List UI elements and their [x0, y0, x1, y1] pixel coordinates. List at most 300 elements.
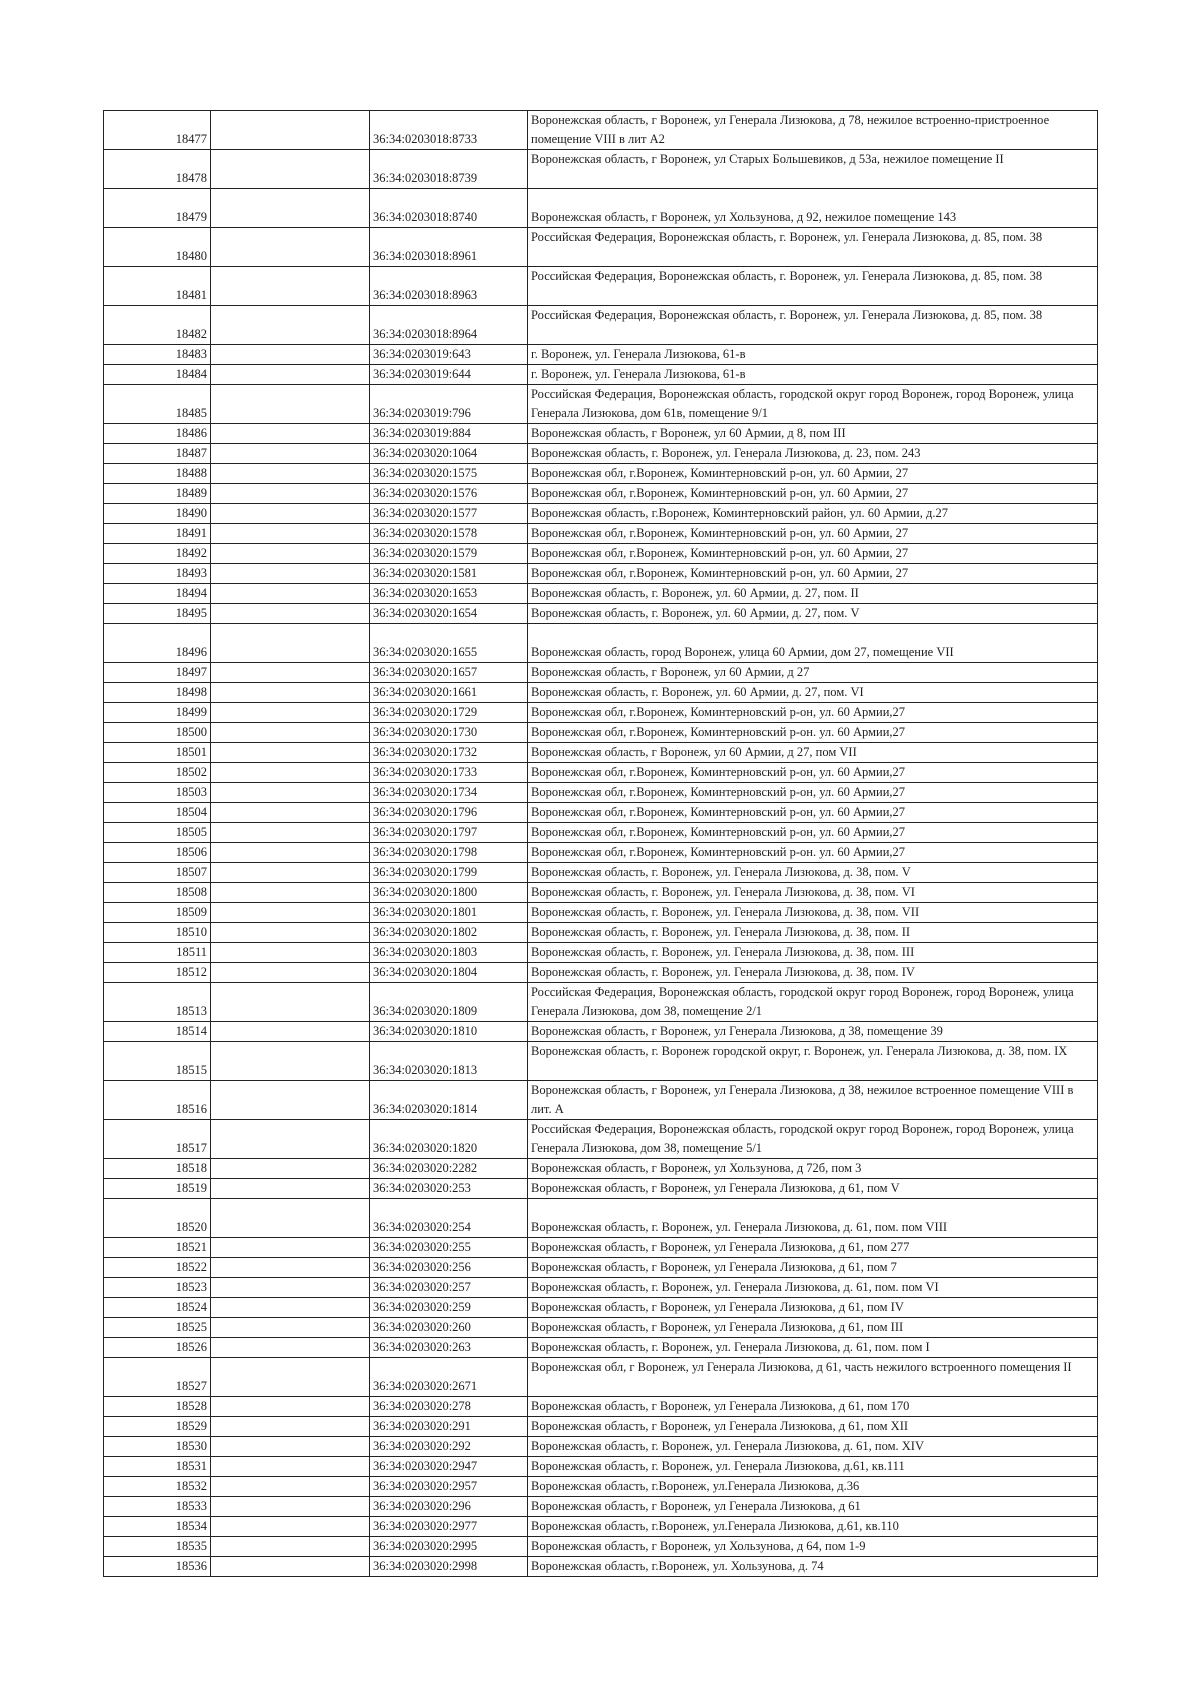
cadastral-number: 36:34:0203020:1797: [370, 823, 528, 843]
table-row: [104, 1517, 1098, 1537]
address: г. Воронеж, ул. Генерала Лизюкова, 61-в: [528, 345, 1098, 365]
registry-table: [103, 110, 1098, 1577]
cadastral-number: 36:34:0203020:1733: [370, 763, 528, 783]
table-row: [104, 863, 1098, 883]
cadastral-number: 36:34:0203020:263: [370, 1338, 528, 1358]
table-row: [104, 1397, 1098, 1417]
cadastral-number: 36:34:0203018:8740: [370, 189, 528, 228]
row-number: 18518: [104, 1159, 211, 1179]
empty-cell: [211, 703, 370, 723]
row-number: 18481: [104, 267, 211, 306]
empty-cell: [211, 1417, 370, 1437]
table-row: [104, 723, 1098, 743]
address: Воронежская область, г. Воронеж, ул. 60 Армии, д. 27, пом. V: [528, 604, 1098, 624]
cadastral-number: 36:34:0203020:1581: [370, 564, 528, 584]
cadastral-number: 36:34:0203020:1804: [370, 963, 528, 983]
cadastral-number: 36:34:0203020:2998: [370, 1557, 528, 1577]
cadastral-number: 36:34:0203018:8964: [370, 306, 528, 345]
table-row: [104, 564, 1098, 584]
address: Российская Федерация, Воронежская область, г. Воронеж, ул. Генерала Лизюкова, д. 85, пом. 38: [528, 306, 1098, 345]
row-number: 18506: [104, 843, 211, 863]
row-number: 18510: [104, 923, 211, 943]
address: Воронежская область, г. Воронеж, ул. Генерала Лизюкова, д. 38, пом. II: [528, 923, 1098, 943]
empty-cell: [211, 883, 370, 903]
cadastral-number: 36:34:0203020:1798: [370, 843, 528, 863]
empty-cell: [211, 424, 370, 444]
cadastral-number: 36:34:0203020:1813: [370, 1042, 528, 1081]
address: Воронежская область, г. Воронеж, ул. Генерала Лизюкова, д. 61, пом. пом VI: [528, 1278, 1098, 1298]
row-number: 18493: [104, 564, 211, 584]
row-number: 18485: [104, 385, 211, 424]
empty-cell: [211, 189, 370, 228]
address: Воронежская обл, г.Воронеж, Коминтерновский р-он, ул. 60 Армии,27: [528, 783, 1098, 803]
table-row: [104, 963, 1098, 983]
cadastral-number: 36:34:0203020:1655: [370, 624, 528, 663]
cadastral-number: 36:34:0203020:2671: [370, 1358, 528, 1397]
cadastral-number: 36:34:0203020:1809: [370, 983, 528, 1022]
row-number: 18528: [104, 1397, 211, 1417]
table-row: [104, 683, 1098, 703]
empty-cell: [211, 1081, 370, 1120]
empty-cell: [211, 504, 370, 524]
table-row: [104, 1417, 1098, 1437]
address: Воронежская обл, г.Воронеж, Коминтерновский р-он, ул. 60 Армии, 27: [528, 464, 1098, 484]
address: Воронежская область, г.Воронеж, ул.Генерала Лизюкова, д.61, кв.110: [528, 1517, 1098, 1537]
row-number: 18531: [104, 1457, 211, 1477]
empty-cell: [211, 464, 370, 484]
cadastral-number: 36:34:0203020:2977: [370, 1517, 528, 1537]
cadastral-number: 36:34:0203020:1801: [370, 903, 528, 923]
address: Воронежская область, г. Воронеж, ул. Генерала Лизюкова, д. 38, пом. III: [528, 943, 1098, 963]
empty-cell: [211, 1258, 370, 1278]
cadastral-number: 36:34:0203020:1654: [370, 604, 528, 624]
cadastral-number: 36:34:0203020:1730: [370, 723, 528, 743]
address: Воронежская обл, г.Воронеж, Коминтерновский р-он, ул. 60 Армии, 27: [528, 544, 1098, 564]
table-row: [104, 1179, 1098, 1199]
row-number: 18522: [104, 1258, 211, 1278]
address: Воронежская область, г. Воронеж, ул. 60 Армии, д. 27, пом. II: [528, 584, 1098, 604]
cadastral-number: 36:34:0203020:1064: [370, 444, 528, 464]
address: Воронежская область, г. Воронеж, ул. Генерала Лизюкова, д. 38, пом. V: [528, 863, 1098, 883]
empty-cell: [211, 444, 370, 464]
empty-cell: [211, 385, 370, 424]
table-row: [104, 1537, 1098, 1557]
cadastral-number: 36:34:0203020:1814: [370, 1081, 528, 1120]
empty-cell: [211, 743, 370, 763]
address: Воронежская обл, г.Воронеж, Коминтерновский р-он. ул. 60 Армии,27: [528, 723, 1098, 743]
row-number: 18486: [104, 424, 211, 444]
table-row: [104, 1318, 1098, 1338]
row-number: 18507: [104, 863, 211, 883]
address: Воронежская область, г Воронеж, ул Старых Большевиков, д 53а, нежилое помещение II: [528, 150, 1098, 189]
row-number: 18487: [104, 444, 211, 464]
table-row: [104, 584, 1098, 604]
row-number: 18497: [104, 663, 211, 683]
cadastral-number: 36:34:0203020:1802: [370, 923, 528, 943]
empty-cell: [211, 863, 370, 883]
address: Воронежская обл, г.Воронеж, Коминтерновский р-он, ул. 60 Армии,27: [528, 823, 1098, 843]
table-row: [104, 484, 1098, 504]
cadastral-number: 36:34:0203020:2947: [370, 1457, 528, 1477]
row-number: 18494: [104, 584, 211, 604]
address: Воронежская область, г Воронеж, ул Генерала Лизюкова, д 61, пом III: [528, 1318, 1098, 1338]
empty-cell: [211, 1437, 370, 1457]
cadastral-number: 36:34:0203020:291: [370, 1417, 528, 1437]
empty-cell: [211, 484, 370, 504]
empty-cell: [211, 903, 370, 923]
row-number: 18488: [104, 464, 211, 484]
cadastral-number: 36:34:0203020:1734: [370, 783, 528, 803]
address: Воронежская область, г Воронеж, ул 60 Армии, д 8, пом III: [528, 424, 1098, 444]
table-row: [104, 624, 1098, 663]
empty-cell: [211, 564, 370, 584]
cadastral-number: 36:34:0203020:1661: [370, 683, 528, 703]
table-row: [104, 1437, 1098, 1457]
address: Воронежская область, г Воронеж, ул Хользунова, д 72б, пом 3: [528, 1159, 1098, 1179]
row-number: 18498: [104, 683, 211, 703]
row-number: 18519: [104, 1179, 211, 1199]
address: Воронежская область, г Воронеж, ул Генерала Лизюкова, д 61: [528, 1497, 1098, 1517]
row-number: 18504: [104, 803, 211, 823]
cadastral-number: 36:34:0203020:2995: [370, 1537, 528, 1557]
empty-cell: [211, 1537, 370, 1557]
empty-cell: [211, 683, 370, 703]
cadastral-number: 36:34:0203019:884: [370, 424, 528, 444]
empty-cell: [211, 1358, 370, 1397]
address: Воронежская область, г. Воронеж, ул. Генерала Лизюкова, д. 38, пом. IV: [528, 963, 1098, 983]
row-number: 18490: [104, 504, 211, 524]
row-number: 18516: [104, 1081, 211, 1120]
cadastral-number: 36:34:0203020:253: [370, 1179, 528, 1199]
empty-cell: [211, 843, 370, 863]
row-number: 18480: [104, 228, 211, 267]
table-row: [104, 1120, 1098, 1159]
cadastral-number: 36:34:0203020:1796: [370, 803, 528, 823]
table-row: [104, 345, 1098, 365]
table-row: [104, 267, 1098, 306]
empty-cell: [211, 1278, 370, 1298]
row-number: 18509: [104, 903, 211, 923]
address: Воронежская область, г Воронеж, ул Генерала Лизюкова, д 78, нежилое встроенно-пристроенное помещение VIII в лит А2: [528, 111, 1098, 150]
row-number: 18484: [104, 365, 211, 385]
row-number: 18524: [104, 1298, 211, 1318]
empty-cell: [211, 783, 370, 803]
row-number: 18514: [104, 1022, 211, 1042]
table-row: [104, 1457, 1098, 1477]
address: Воронежская обл, г.Воронеж, Коминтерновский р-он. ул. 60 Армии,27: [528, 843, 1098, 863]
cadastral-number: 36:34:0203020:292: [370, 1437, 528, 1457]
empty-cell: [211, 1022, 370, 1042]
empty-cell: [211, 763, 370, 783]
row-number: 18523: [104, 1278, 211, 1298]
row-number: 18533: [104, 1497, 211, 1517]
table-row: [104, 843, 1098, 863]
row-number: 18529: [104, 1417, 211, 1437]
address: Российская Федерация, Воронежская область, г. Воронеж, ул. Генерала Лизюкова, д. 85, пом. 38: [528, 267, 1098, 306]
cadastral-number: 36:34:0203020:1810: [370, 1022, 528, 1042]
address: Российская Федерация, Воронежская область, г. Воронеж, ул. Генерала Лизюкова, д. 85, пом. 38: [528, 228, 1098, 267]
cadastral-number: 36:34:0203018:8961: [370, 228, 528, 267]
table-row: [104, 923, 1098, 943]
registry-table-body: [104, 111, 1098, 1577]
row-number: 18521: [104, 1238, 211, 1258]
cadastral-number: 36:34:0203020:256: [370, 1258, 528, 1278]
table-row: [104, 983, 1098, 1022]
address: Воронежская область, г.Воронеж, ул. Хользунова, д. 74: [528, 1557, 1098, 1577]
address: Воронежская обл, г.Воронеж, Коминтерновский р-он, ул. 60 Армии, 27: [528, 524, 1098, 544]
cadastral-number: 36:34:0203020:1578: [370, 524, 528, 544]
row-number: 18495: [104, 604, 211, 624]
cadastral-number: 36:34:0203018:8739: [370, 150, 528, 189]
cadastral-number: 36:34:0203020:1653: [370, 584, 528, 604]
cadastral-number: 36:34:0203020:257: [370, 1278, 528, 1298]
cadastral-number: 36:34:0203020:259: [370, 1298, 528, 1318]
empty-cell: [211, 544, 370, 564]
cadastral-number: 36:34:0203018:8733: [370, 111, 528, 150]
row-number: 18535: [104, 1537, 211, 1557]
empty-cell: [211, 1179, 370, 1199]
address: Российская Федерация, Воронежская область, городской округ город Воронеж, город Воронеж, улица Генерала Лизюкова, дом 61в, помещение 9/1: [528, 385, 1098, 424]
address: Российская Федерация, Воронежская область, городской округ город Воронеж, город Воронеж, улица Генерала Лизюкова, дом 38, помещение 2/1: [528, 983, 1098, 1022]
table-row: [104, 1042, 1098, 1081]
row-number: 18479: [104, 189, 211, 228]
row-number: 18491: [104, 524, 211, 544]
table-row: [104, 743, 1098, 763]
address: Воронежская область, г Воронеж, ул Генерала Лизюкова, д 61, пом IV: [528, 1298, 1098, 1318]
address: Воронежская область, г Воронеж, ул Генерала Лизюкова, д 38, нежилое встроенное помещение VIII в лит. А: [528, 1081, 1098, 1120]
table-row: [104, 1258, 1098, 1278]
table-row: [104, 1497, 1098, 1517]
address: Воронежская обл, г Воронеж, ул Генерала Лизюкова, д 61, часть нежилого встроенного помещения II: [528, 1358, 1098, 1397]
cadastral-number: 36:34:0203019:643: [370, 345, 528, 365]
row-number: 18536: [104, 1557, 211, 1577]
cadastral-number: 36:34:0203019:796: [370, 385, 528, 424]
address: Воронежская область, г Воронеж, ул Генерала Лизюкова, д 61, пом 170: [528, 1397, 1098, 1417]
empty-cell: [211, 1238, 370, 1258]
cadastral-number: 36:34:0203020:278: [370, 1397, 528, 1417]
table-row: [104, 1081, 1098, 1120]
address: Воронежская область, г Воронеж, ул Генерала Лизюкова, д 61, пом 277: [528, 1238, 1098, 1258]
cadastral-number: 36:34:0203020:1729: [370, 703, 528, 723]
cadastral-number: 36:34:0203019:644: [370, 365, 528, 385]
table-row: [104, 504, 1098, 524]
address: Воронежская область, г. Воронеж, ул. Генерала Лизюкова, д. 61, пом. пом I: [528, 1338, 1098, 1358]
table-row: [104, 228, 1098, 267]
address: Воронежская область, г Воронеж, ул Генерала Лизюкова, д 61, пом 7: [528, 1258, 1098, 1278]
row-number: 18525: [104, 1318, 211, 1338]
cadastral-number: 36:34:0203020:296: [370, 1497, 528, 1517]
cadastral-number: 36:34:0203020:2957: [370, 1477, 528, 1497]
empty-cell: [211, 1477, 370, 1497]
empty-cell: [211, 267, 370, 306]
empty-cell: [211, 1338, 370, 1358]
table-row: [104, 365, 1098, 385]
table-row: [104, 306, 1098, 345]
table-row: [104, 1477, 1098, 1497]
row-number: 18517: [104, 1120, 211, 1159]
table-row: [104, 783, 1098, 803]
empty-cell: [211, 1042, 370, 1081]
row-number: 18478: [104, 150, 211, 189]
empty-cell: [211, 1497, 370, 1517]
cadastral-number: 36:34:0203020:2282: [370, 1159, 528, 1179]
table-row: [104, 1159, 1098, 1179]
cadastral-number: 36:34:0203020:1800: [370, 883, 528, 903]
row-number: 18508: [104, 883, 211, 903]
empty-cell: [211, 1120, 370, 1159]
table-row: [104, 1278, 1098, 1298]
address: Воронежская область, г. Воронеж, ул. 60 Армии, д. 27, пом. VI: [528, 683, 1098, 703]
cadastral-number: 36:34:0203020:1577: [370, 504, 528, 524]
address: Воронежская область, г Воронеж, ул Генерала Лизюкова, д 61, пом XII: [528, 1417, 1098, 1437]
table-row: [104, 111, 1098, 150]
empty-cell: [211, 624, 370, 663]
row-number: 18499: [104, 703, 211, 723]
table-row: [104, 763, 1098, 783]
row-number: 18512: [104, 963, 211, 983]
table-row: [104, 189, 1098, 228]
address: Воронежская область, г.Воронеж, Коминтерновский район, ул. 60 Армии, д.27: [528, 504, 1098, 524]
table-row: [104, 150, 1098, 189]
row-number: 18513: [104, 983, 211, 1022]
row-number: 18483: [104, 345, 211, 365]
empty-cell: [211, 1318, 370, 1338]
table-row: [104, 385, 1098, 424]
cadastral-number: 36:34:0203020:254: [370, 1199, 528, 1238]
address: Воронежская область, г Воронеж, ул Хользунова, д 64, пом 1-9: [528, 1537, 1098, 1557]
empty-cell: [211, 803, 370, 823]
row-number: 18500: [104, 723, 211, 743]
address: Воронежская область, г Воронеж, ул Генерала Лизюкова, д 38, помещение 39: [528, 1022, 1098, 1042]
row-number: 18511: [104, 943, 211, 963]
empty-cell: [211, 111, 370, 150]
address: Воронежская обл, г.Воронеж, Коминтерновский р-он, ул. 60 Армии, 27: [528, 564, 1098, 584]
table-row: [104, 1557, 1098, 1577]
empty-cell: [211, 345, 370, 365]
address: Воронежская обл, г.Воронеж, Коминтерновский р-он, ул. 60 Армии,27: [528, 763, 1098, 783]
empty-cell: [211, 1199, 370, 1238]
cadastral-number: 36:34:0203020:1657: [370, 663, 528, 683]
cadastral-number: 36:34:0203020:1732: [370, 743, 528, 763]
row-number: 18501: [104, 743, 211, 763]
row-number: 18496: [104, 624, 211, 663]
empty-cell: [211, 963, 370, 983]
address: Воронежская обл, г.Воронеж, Коминтерновский р-он, ул. 60 Армии,27: [528, 703, 1098, 723]
table-row: [104, 703, 1098, 723]
table-row: [104, 1298, 1098, 1318]
empty-cell: [211, 663, 370, 683]
empty-cell: [211, 306, 370, 345]
table-row: [104, 1238, 1098, 1258]
table-row: [104, 883, 1098, 903]
address: Воронежская область, г Воронеж, ул Хользунова, д 92, нежилое помещение 143: [528, 189, 1098, 228]
address: г. Воронеж, ул. Генерала Лизюкова, 61-в: [528, 365, 1098, 385]
empty-cell: [211, 1298, 370, 1318]
address: Российская Федерация, Воронежская область, городской округ город Воронеж, город Воронеж, улица Генерала Лизюкова, дом 38, помещение 5/1: [528, 1120, 1098, 1159]
cadastral-number: 36:34:0203020:1820: [370, 1120, 528, 1159]
empty-cell: [211, 524, 370, 544]
cadastral-number: 36:34:0203020:260: [370, 1318, 528, 1338]
address: Воронежская область, г Воронеж, ул Генерала Лизюкова, д 61, пом V: [528, 1179, 1098, 1199]
table-row: [104, 604, 1098, 624]
cadastral-number: 36:34:0203020:1575: [370, 464, 528, 484]
address: Воронежская область, г. Воронеж, ул. Генерала Лизюкова, д. 38, пом. VII: [528, 903, 1098, 923]
address: Воронежская область, г. Воронеж, ул. Генерала Лизюкова, д. 61, пом. пом VIII: [528, 1199, 1098, 1238]
row-number: 18505: [104, 823, 211, 843]
row-number: 18534: [104, 1517, 211, 1537]
table-row: [104, 444, 1098, 464]
row-number: 18477: [104, 111, 211, 150]
empty-cell: [211, 1159, 370, 1179]
empty-cell: [211, 983, 370, 1022]
empty-cell: [211, 584, 370, 604]
table-row: [104, 943, 1098, 963]
empty-cell: [211, 723, 370, 743]
empty-cell: [211, 923, 370, 943]
empty-cell: [211, 150, 370, 189]
table-row: [104, 903, 1098, 923]
table-row: [104, 803, 1098, 823]
table-row: [104, 424, 1098, 444]
table-row: [104, 1022, 1098, 1042]
row-number: 18530: [104, 1437, 211, 1457]
row-number: 18527: [104, 1358, 211, 1397]
address: Воронежская область, г Воронеж, ул 60 Армии, д 27, пом VII: [528, 743, 1098, 763]
address: Воронежская область, г. Воронеж, ул. Генерала Лизюкова, д. 23, пом. 243: [528, 444, 1098, 464]
table-row: [104, 1338, 1098, 1358]
address: Воронежская область, город Воронеж, улица 60 Армии, дом 27, помещение VII: [528, 624, 1098, 663]
row-number: 18526: [104, 1338, 211, 1358]
cadastral-number: 36:34:0203020:255: [370, 1238, 528, 1258]
address: Воронежская обл, г.Воронеж, Коминтерновский р-он, ул. 60 Армии,27: [528, 803, 1098, 823]
empty-cell: [211, 1397, 370, 1417]
empty-cell: [211, 1557, 370, 1577]
row-number: 18520: [104, 1199, 211, 1238]
cadastral-number: 36:34:0203020:1803: [370, 943, 528, 963]
empty-cell: [211, 823, 370, 843]
address: Воронежская область, г Воронеж, ул 60 Армии, д 27: [528, 663, 1098, 683]
cadastral-number: 36:34:0203020:1799: [370, 863, 528, 883]
table-row: [104, 1199, 1098, 1238]
address: Воронежская область, г. Воронеж городской округ, г. Воронеж, ул. Генерала Лизюкова, д. 38, пом. IX: [528, 1042, 1098, 1081]
address: Воронежская область, г. Воронеж, ул. Генерала Лизюкова, д. 38, пом. VI: [528, 883, 1098, 903]
table-row: [104, 1358, 1098, 1397]
row-number: 18489: [104, 484, 211, 504]
address: Воронежская область, г. Воронеж, ул. Генерала Лизюкова, д. 61, пом. XIV: [528, 1437, 1098, 1457]
row-number: 18482: [104, 306, 211, 345]
table-row: [104, 524, 1098, 544]
row-number: 18502: [104, 763, 211, 783]
empty-cell: [211, 228, 370, 267]
cadastral-number: 36:34:0203020:1579: [370, 544, 528, 564]
table-row: [104, 464, 1098, 484]
table-row: [104, 663, 1098, 683]
cadastral-number: 36:34:0203020:1576: [370, 484, 528, 504]
row-number: 18532: [104, 1477, 211, 1497]
empty-cell: [211, 1457, 370, 1477]
table-row: [104, 823, 1098, 843]
address: Воронежская область, г. Воронеж, ул. Генерала Лизюкова, д.61, кв.111: [528, 1457, 1098, 1477]
empty-cell: [211, 604, 370, 624]
row-number: 18515: [104, 1042, 211, 1081]
cadastral-number: 36:34:0203018:8963: [370, 267, 528, 306]
address: Воронежская обл, г.Воронеж, Коминтерновский р-он, ул. 60 Армии, 27: [528, 484, 1098, 504]
empty-cell: [211, 1517, 370, 1537]
table-row: [104, 544, 1098, 564]
address: Воронежская область, г.Воронеж, ул.Генерала Лизюкова, д.36: [528, 1477, 1098, 1497]
empty-cell: [211, 943, 370, 963]
row-number: 18492: [104, 544, 211, 564]
